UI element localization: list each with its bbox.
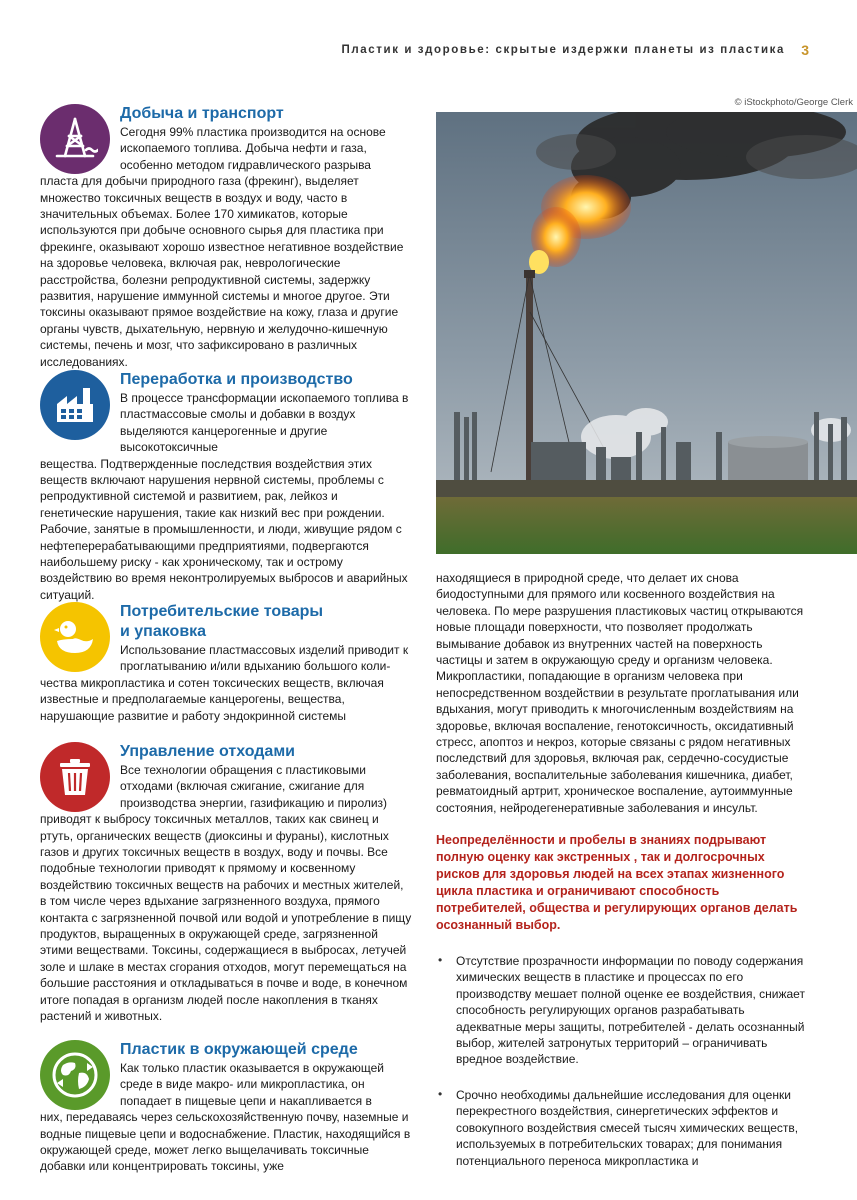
section-title: Переработка и производство — [120, 371, 353, 388]
section-text — [40, 124, 412, 370]
section-title: Управление отходами — [120, 743, 295, 760]
section-paragraph: вещества. Подтвержденные последствия воздействия этих веществ включают нарушения нервной системы, проблемы с репродуктивной системой и развитием, рак, лейкоз и генетические нарушения, такие как низкий вес при рождении. Рабочие, занятые в промышленности, и люди, живущие рядом с нефтеперерабатывающими предприятиями, подвергаются наибольшему риску - как хроническому, так и острому воздействию во время неконтролируемых выбросов и аварийных ситуаций. — [40, 456, 408, 602]
photo-credit: © iStockphoto/George Clerk — [734, 97, 853, 108]
section-title-line: Потребительские товары — [120, 603, 324, 620]
section-paragraph: пласта для добычи природного газа (фрекинг), выделяет множество токсичных веществ в воздух и воду, часто в значительных объемах. Более 170 химикатов, которые используются при добыче основного сырья для пластика при фрекинге, оказывают хорошо известное негативное воздействие на здоровье человека, включая рак, неврологические расстройства, болезни репродуктивной системы, задержку развития, нарушение иммунной системы и многое другое. Эти токсины оказывают прямое воздействие на кожу, глаза и другие органы чувств, дыхательную, нервную и желудочно-кишечную системы, печень и мозг, что зафиксировано в различных исследованиях. — [40, 174, 404, 369]
continuation-paragraph: находящиеся в природной среде, что делает их снова биодоступными для прямого или косвенного воздействия на человека. По мере разрушения пластиковых частиц открываются новые площади поверхности, что позволяет продолжать вымывание добавок из внутренних частей на поверхность частицы и затем в окружающую среду и организм человека. Микропластики, попадающие в организм человека при непосредственном воздействии в результате проглатывания или вдыхания, могут приводить к многочисленным воздействиям на здоровье, включая воспаление, генотоксичность, оксидативный стресс, апоптоз и некроз, которые связаны с рядом негативных последствий для здоровья, включая рак, сердечно-сосудистые заболевания, воспалительные заболевания кишечника, диабет, ревматоидный артрит, хроническое воспаление, аутоиммунные состояния, нейродегенеративные заболевания и инсульт. — [436, 571, 804, 815]
section-paragraph-intro: Использование пластмассовых изделий приводит к проглатыванию и/или вдыханию большого коли- — [120, 643, 409, 674]
page-number: 3 — [801, 42, 809, 58]
section-text — [40, 642, 412, 724]
section-paragraph-intro: Как только пластик оказывается в окружающей среде в виде макро- или микропластика, он попадает в пищевые цепи и накапливается в — [120, 1061, 384, 1108]
bullet-item — [436, 953, 808, 1068]
right-column-text — [436, 570, 808, 816]
key-message-callout: Неопределённости и пробелы в знаниях подрывают полную оценку как экстренных , так и долгосрочных рисков для здоровья людей на всех этапах жизненного цикла пластика и ограничивают способность потребителей, общества и регулирующих органов делать осознанный выбор. — [436, 833, 798, 932]
section-paragraph-intro: Все технологии обращения с пластиковыми отходами (включая сжигание, сжигание для производства энергии, газификацию и пиролиз) — [120, 763, 388, 810]
bullet-dot-icon: • — [438, 953, 443, 967]
section-text — [40, 1060, 412, 1175]
section-title: Пластик в окружающей среде — [120, 1041, 358, 1058]
section-production — [40, 370, 412, 602]
bullet-text: Отсутствие прозрачности информации по поводу содержания химических веществ в пластике и процессах по его производству мешает полной оценке ее воздействия, снижает способность регулирующих органов разрабатывать адекватные меры защиты, потребителей - делать осознанный выбор, жителей затронутых территорий – ограничивать вредное воздействие. — [456, 954, 805, 1067]
section-paragraph-intro: В процессе трансформации ископаемого топлива в пластмассовые смолы и добавки в воздух выделяются канцерогенные и другие высокотоксичные — [120, 391, 409, 455]
header-title: Пластик и здоровье: скрытые издержки планеты из пластика — [341, 44, 785, 56]
section-paragraph-intro: Сегодня 99% пластика производится на основе ископаемого топлива. Добыча нефти и газа, особенно методом гидравлического разрыва — [120, 125, 386, 172]
section-paragraph: приводят к выбросу токсичных металлов, таких как свинец и ртуть, органических веществ (диоксины и фураны), кислотных газов и других токсичных веществ в воздух, воду и почвы. Все подобные технологии приводят к прямому и косвенному воздействию токсичных веществ на рабочих и местных жителей, в том числе через вдыхание загрязненного воздуха, прямого контакта с загрязненной почвой или водой и употребление в пищу продуктов, выращенных в окружающей среде, загрязненной этими веществами. Токсины, содержащиеся в выбросах, летучей золе и шлаке в местах сгорания отходов, могут перемещаться на большие расстояния и откладываться в почве и воде, в конечном итоге попадая в организм людей после накопления в тканях растений и животных. — [40, 812, 412, 1024]
bullet-item — [436, 1087, 808, 1169]
industrial-flare-photo — [436, 112, 857, 554]
section-title-line: и упаковка — [120, 623, 207, 640]
section-text — [40, 762, 412, 1025]
section-title — [120, 602, 323, 642]
section-waste — [40, 742, 412, 1032]
section-text — [40, 390, 412, 603]
section-environment — [40, 1040, 412, 1190]
section-paragraph: чества микропластика и сотен токсических веществ, включая известные и предполагаемые канцерогены, вещества, нарушающие развитие и работу эндокринной системы — [40, 675, 384, 723]
bullet-text: Срочно необходимы дальнейшие исследования для оценки перекрестного воздействия, синергетических эффектов и совокупного воздействия смесей тысяч химических веществ, используемых в потребительских товарах; для понимания потенциального переноса микропластика и — [456, 1088, 799, 1168]
section-paragraph: них, передаваясь через сельскохозяйственную почву, наземные и водные пищевые цепи и водоснабжение. Пластик, находящийся в окружающей среде, может легко выщелачивать токсичные добавки или концентрировать токсины, уже — [40, 1110, 411, 1174]
bullet-dot-icon: • — [438, 1087, 443, 1101]
section-extraction — [40, 104, 412, 369]
section-consumer-goods — [40, 602, 412, 732]
page-header — [0, 44, 857, 64]
section-title: Добыча и транспорт — [120, 105, 284, 122]
